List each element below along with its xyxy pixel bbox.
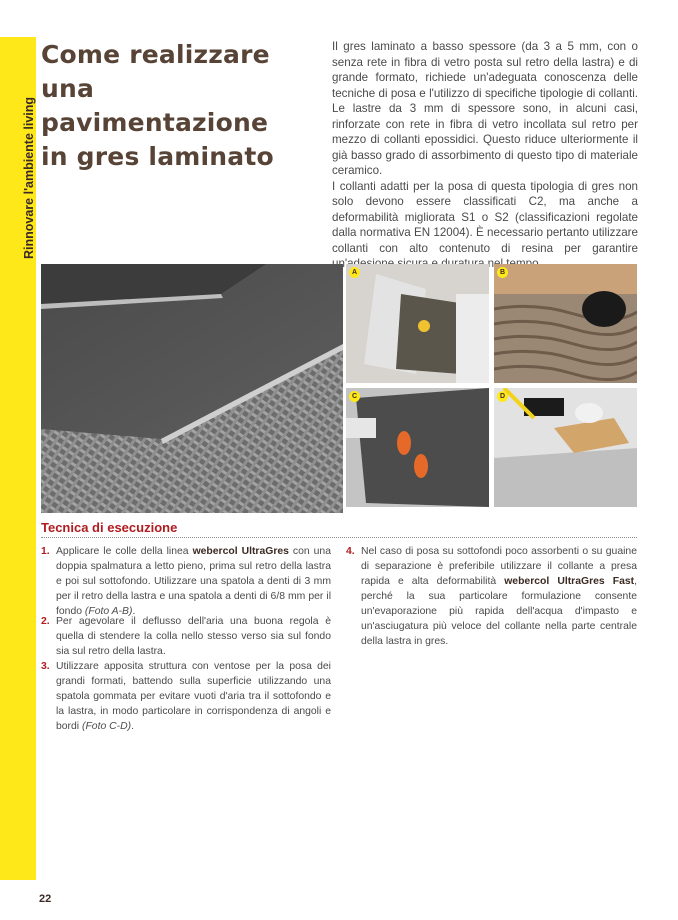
- title-line: Come realizzare: [41, 40, 270, 69]
- photo-badge: B: [497, 267, 508, 278]
- step-item: [41, 659, 331, 734]
- photo-d-illustration: [494, 388, 637, 507]
- photo-badge: A: [349, 267, 360, 278]
- step-text: Applicare le colle della linea webercol UltraGres con una doppia spalmatura a letto pieno, prima sul retro della lastra e poi sul sottofondo. Utilizzare una spatola a denti di 3 mm per il retro della lastra e una spatola a denti di 6/8 mm per il fondo (Foto A-B).: [56, 546, 331, 617]
- tile-mesh-illustration: [41, 264, 343, 513]
- page-number: 22: [39, 893, 52, 905]
- step-text: Nel caso di posa su sottofondi poco assorbenti o su guaine di separazione è preferibile utilizzare il collante a presa rapida e alta deformabilità webercol UltraGres Fast, perché la sua particolare formulazione consente un'evaporazione più rapida dell'acqua d'impasto e un'asciugatura più veloce del collante nella parte centrale della lastra in gres.: [361, 546, 638, 647]
- photo-badge: D: [497, 391, 508, 402]
- title-line: in gres laminato: [41, 142, 274, 171]
- photo-c-illustration: [346, 388, 489, 507]
- sidebar-label: Rinnovare l'ambiente living: [22, 96, 36, 259]
- photo-b-illustration: [494, 264, 637, 383]
- section-divider: [41, 537, 637, 538]
- step-text: Utilizzare apposita struttura con ventose per la posa dei grandi formati, battendo sulla superficie utilizzando una spatola gommata per evitare vuoti d'aria tra il sottofondo e la lastra, in modo particolare in corrispondenza di angoli e bordi (Foto C-D).: [56, 661, 331, 732]
- step-text: Per agevolare il deflusso dell'aria una buona regola è quella di stendere la colla nello stesso verso sia sul fondo sia sul retro della lastra.: [56, 616, 331, 657]
- photo-d: [494, 388, 637, 507]
- photo-b: [494, 264, 637, 383]
- step-number: 2.: [41, 616, 50, 627]
- intro-paragraph: Il gres laminato a basso spessore (da 3 a 5 mm, con o senza rete in fibra di vetro posta sul retro della lastra) e di grande formato, richiede un'adeguata conoscenza delle tecniche di posa e l'utilizzo di specifiche tipologie di collanti. Le lastre da 3 mm di spessore sono, in alcuni casi, rinforzate con rete in fibra di vetro incollata sul retro per mezzo di collanti epossidici. Questo riduce ulteriormente il già basso grado di assorbimento di questo tipo di materiale ceramico.: [332, 40, 638, 177]
- step-number: 1.: [41, 546, 50, 557]
- main-photo-tile-mesh: [41, 264, 343, 513]
- photo-a: [346, 264, 489, 383]
- intro-paragraph: I collanti adatti per la posa di questa tipologia di gres non solo devono essere classificati C2, ma anche a deformabilità migliorata S1 o S2 (classificazioni regolate dalla normativa EN 12004). È necessario pertanto utilizzare collanti con alto contenuto di resina per garantire: [332, 179, 638, 255]
- title-line: una pavimentazione: [41, 74, 269, 137]
- step-item: [41, 614, 331, 659]
- photo-a-illustration: [346, 264, 489, 383]
- step-number: 4.: [346, 546, 355, 557]
- page-title: [41, 38, 321, 174]
- step-item: [41, 544, 331, 619]
- photo-c: [346, 388, 489, 507]
- step-item: [346, 544, 637, 649]
- photo-badge: C: [349, 391, 360, 402]
- sidebar-band: [0, 37, 36, 880]
- section-heading: Tecnica di esecuzione: [41, 520, 178, 535]
- step-number: 3.: [41, 661, 50, 672]
- intro-text: [332, 39, 638, 272]
